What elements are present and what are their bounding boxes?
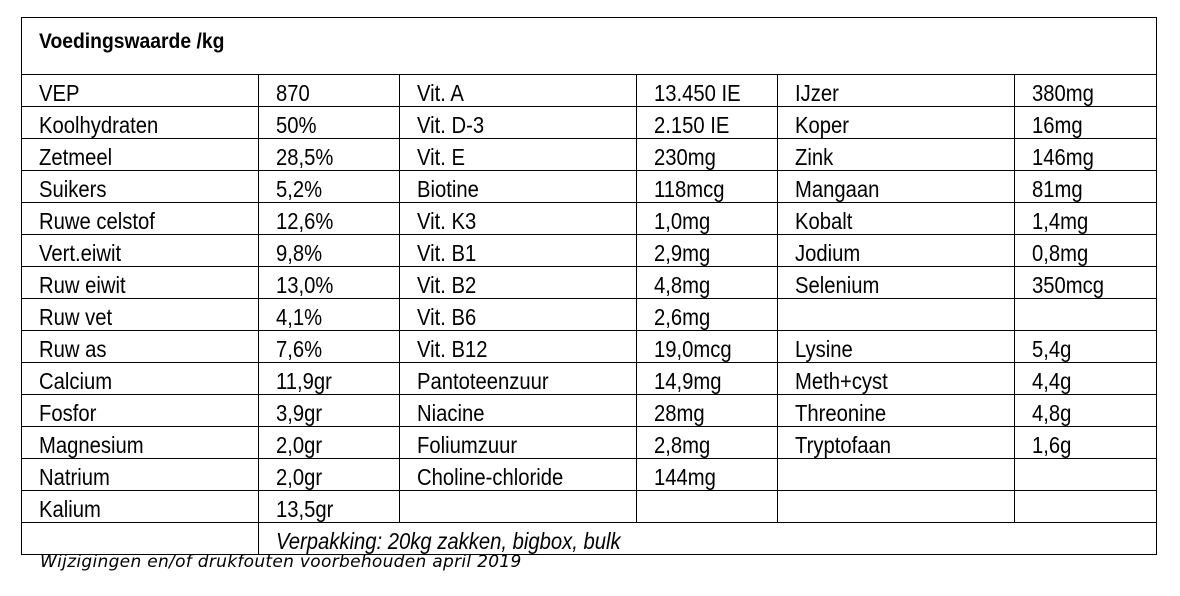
nutrient-value-cell — [259, 363, 400, 395]
nutrient-name-cell-text: Threonine — [795, 400, 887, 426]
nutrient-name-cell-text: Vit. A — [417, 80, 464, 106]
nutrient-value-cell-text: 11,9gr — [276, 368, 332, 394]
nutrient-name-cell-text: Vert.eiwit — [39, 240, 122, 266]
nutrient-name-cell — [778, 491, 1015, 523]
packaging-text: Verpakking: 20kg zakken, bigbox, bulk — [276, 528, 621, 554]
table-row — [22, 75, 1157, 107]
nutrient-name-cell-text: Kalium — [39, 496, 101, 522]
nutrient-name-cell-text: Tryptofaan — [795, 432, 892, 458]
nutrient-value-cell-text: 2,0gr — [276, 432, 323, 458]
nutrient-value-cell-text: 4,8mg — [654, 272, 711, 298]
nutrient-name-cell — [22, 427, 259, 459]
nutrient-name-cell — [778, 139, 1015, 171]
table-row — [22, 203, 1157, 235]
nutrient-value-cell-text: 2,9mg — [654, 240, 711, 266]
nutrient-name-cell-text: Magnesium — [39, 432, 144, 458]
nutrient-value-cell — [259, 427, 400, 459]
nutrient-value-cell — [637, 107, 778, 139]
title-row — [22, 18, 1157, 75]
nutrient-value-cell — [1015, 235, 1157, 267]
nutrient-value-cell-text: 118mcg — [654, 176, 725, 202]
nutrient-value-cell — [1015, 107, 1157, 139]
table-row — [22, 491, 1157, 523]
packaging-cell — [259, 523, 1157, 555]
nutrient-value-cell-text: 16mg — [1032, 112, 1083, 138]
empty-cell — [22, 523, 259, 555]
nutrient-name-cell — [400, 171, 637, 203]
nutrient-name-cell — [22, 107, 259, 139]
nutrient-value-cell — [259, 107, 400, 139]
nutrient-name-cell-text: Vit. B6 — [417, 304, 477, 330]
nutrient-name-cell — [400, 395, 637, 427]
nutrient-name-cell — [400, 107, 637, 139]
nutrient-value-cell — [1015, 491, 1157, 523]
nutrient-value-cell — [1015, 331, 1157, 363]
nutrient-value-cell — [1015, 427, 1157, 459]
nutrient-name-cell-text: Zetmeel — [39, 144, 113, 170]
nutrient-value-cell — [1015, 75, 1157, 107]
nutrient-value-cell — [637, 363, 778, 395]
nutrient-value-cell — [637, 235, 778, 267]
nutrient-name-cell — [22, 299, 259, 331]
table-row — [22, 395, 1157, 427]
nutrient-name-cell — [400, 299, 637, 331]
nutrient-value-cell-text: 4,8g — [1032, 400, 1072, 426]
nutrient-name-cell-text: Vit. B1 — [417, 240, 477, 266]
table-row — [22, 299, 1157, 331]
nutrient-name-cell-text: Foliumzuur — [417, 432, 518, 458]
nutrient-value-cell — [1015, 395, 1157, 427]
nutrient-value-cell-text: 81mg — [1032, 176, 1083, 202]
nutrient-value-cell — [637, 203, 778, 235]
nutrient-value-cell-text: 19,0mcg — [654, 336, 732, 362]
nutrient-value-cell — [637, 299, 778, 331]
nutrient-name-cell — [778, 427, 1015, 459]
nutrient-value-cell-text: 13,5gr — [276, 496, 334, 522]
nutrient-name-cell — [400, 139, 637, 171]
nutrient-value-cell-text: 4,1% — [276, 304, 323, 330]
nutrient-value-cell-text: 1,4mg — [1032, 208, 1089, 234]
nutrient-value-cell-text: 1,6g — [1032, 432, 1072, 458]
nutrient-name-cell — [400, 491, 637, 523]
nutrient-name-cell — [400, 203, 637, 235]
nutrient-value-cell-text: 1,0mg — [654, 208, 711, 234]
nutrient-value-cell-text: 0,8mg — [1032, 240, 1089, 266]
nutrient-name-cell — [22, 267, 259, 299]
table-row — [22, 459, 1157, 491]
nutrient-name-cell-text: Selenium — [795, 272, 880, 298]
nutrient-name-cell-text: Ruwe celstof — [39, 208, 155, 234]
nutrient-value-cell-text: 2,8mg — [654, 432, 711, 458]
nutrient-name-cell — [400, 459, 637, 491]
nutrient-name-cell-text: Vit. K3 — [417, 208, 477, 234]
nutrient-value-cell-text: 380mg — [1032, 80, 1094, 106]
nutrient-value-cell-text: 12,6% — [276, 208, 334, 234]
nutrient-name-cell — [778, 235, 1015, 267]
nutrient-name-cell-text: Vit. B2 — [417, 272, 477, 298]
nutrient-value-cell-text: 230mg — [654, 144, 716, 170]
nutrient-value-cell — [259, 395, 400, 427]
nutrient-name-cell — [778, 267, 1015, 299]
nutrient-name-cell-text: Choline-chloride — [417, 464, 564, 490]
nutrient-value-cell — [637, 171, 778, 203]
nutrient-value-cell — [259, 75, 400, 107]
nutrient-value-cell — [1015, 363, 1157, 395]
nutrient-value-cell-text: 2,0gr — [276, 464, 323, 490]
nutrient-value-cell-text: 28,5% — [276, 144, 334, 170]
nutrient-value-cell-text: 13.450 IE — [654, 80, 741, 106]
nutrient-value-cell — [259, 331, 400, 363]
nutrient-name-cell-text: Fosfor — [39, 400, 97, 426]
nutrient-name-cell-text: Niacine — [417, 400, 485, 426]
nutrient-name-cell — [22, 75, 259, 107]
nutrient-name-cell-text: Kobalt — [795, 208, 853, 234]
nutrient-value-cell-text: 2.150 IE — [654, 112, 730, 138]
nutrient-name-cell — [22, 139, 259, 171]
nutrient-value-cell-text: 144mg — [654, 464, 716, 490]
nutrient-name-cell — [778, 459, 1015, 491]
nutrient-name-cell-text: Vit. D-3 — [417, 112, 485, 138]
nutrient-value-cell-text: 350mcg — [1032, 272, 1105, 298]
nutrient-name-cell-text: Natrium — [39, 464, 110, 490]
table-title — [22, 18, 1157, 75]
nutrient-name-cell-text: Suikers — [39, 176, 107, 202]
nutrient-value-cell — [1015, 299, 1157, 331]
nutrient-value-cell — [637, 395, 778, 427]
nutrient-name-cell — [400, 363, 637, 395]
nutrient-name-cell-text: Koolhydraten — [39, 112, 159, 138]
nutrient-name-cell-text: Pantoteenzuur — [417, 368, 549, 394]
nutrient-value-cell — [259, 139, 400, 171]
nutrient-name-cell — [22, 459, 259, 491]
nutrient-value-cell-text: 28mg — [654, 400, 705, 426]
table-row — [22, 171, 1157, 203]
nutrient-value-cell — [1015, 459, 1157, 491]
table-row — [22, 235, 1157, 267]
nutrient-value-cell-text: 5,4g — [1032, 336, 1072, 362]
nutrient-value-cell-text: 50% — [276, 112, 317, 138]
nutrient-value-cell-text: 14,9mg — [654, 368, 722, 394]
nutrient-name-cell — [22, 395, 259, 427]
nutrient-value-cell — [259, 491, 400, 523]
nutrient-name-cell — [400, 331, 637, 363]
nutrient-value-cell-text: 4,4g — [1032, 368, 1072, 394]
nutrient-value-cell — [637, 75, 778, 107]
nutrient-value-cell-text: 13,0% — [276, 272, 334, 298]
nutrient-value-cell — [1015, 171, 1157, 203]
nutrient-name-cell — [778, 171, 1015, 203]
nutrient-value-cell — [259, 267, 400, 299]
nutrient-value-cell — [637, 459, 778, 491]
nutrient-value-cell — [637, 331, 778, 363]
nutrient-value-cell — [1015, 139, 1157, 171]
nutrient-name-cell — [778, 395, 1015, 427]
nutrient-value-cell — [259, 299, 400, 331]
nutrient-name-cell — [400, 235, 637, 267]
nutrient-value-cell-text: 146mg — [1032, 144, 1094, 170]
nutrient-name-cell — [22, 331, 259, 363]
footnote: Wijzigingen en/of drukfouten voorbehouden april 2019 — [40, 552, 522, 572]
nutrient-name-cell — [22, 235, 259, 267]
nutrient-name-cell — [22, 491, 259, 523]
packaging-row — [22, 523, 1157, 555]
table-row — [22, 427, 1157, 459]
nutrient-name-cell — [22, 171, 259, 203]
nutrient-value-cell-text: 3,9gr — [276, 400, 323, 426]
nutrient-name-cell-text: Koper — [795, 112, 850, 138]
nutrient-value-cell — [259, 171, 400, 203]
nutrient-name-cell — [778, 331, 1015, 363]
nutrient-name-cell — [778, 299, 1015, 331]
nutrient-value-cell — [1015, 203, 1157, 235]
nutrient-name-cell-text: Meth+cyst — [795, 368, 888, 394]
nutrient-name-cell-text: Lysine — [795, 336, 853, 362]
nutrient-name-cell-text: Mangaan — [795, 176, 880, 202]
nutrient-name-cell-text: Ruw as — [39, 336, 107, 362]
nutrient-name-cell-text: VEP — [39, 80, 80, 106]
table-row — [22, 331, 1157, 363]
nutrient-name-cell — [778, 75, 1015, 107]
nutrient-value-cell — [259, 203, 400, 235]
nutrition-table — [21, 17, 1157, 555]
nutrient-name-cell — [22, 203, 259, 235]
nutrient-value-cell-text: 7,6% — [276, 336, 323, 362]
nutrient-name-cell — [400, 427, 637, 459]
nutrient-name-cell — [778, 203, 1015, 235]
nutrient-value-cell — [259, 235, 400, 267]
nutrient-value-cell — [259, 459, 400, 491]
table-title-text: Voedingswaarde /kg — [39, 30, 225, 53]
nutrient-value-cell — [1015, 267, 1157, 299]
nutrient-name-cell — [22, 363, 259, 395]
nutrient-name-cell — [778, 107, 1015, 139]
nutrient-name-cell-text: Vit. E — [417, 144, 466, 170]
nutrient-name-cell-text: Vit. B12 — [417, 336, 488, 362]
nutrient-value-cell — [637, 427, 778, 459]
table-row — [22, 363, 1157, 395]
nutrient-value-cell-text: 870 — [276, 80, 310, 106]
nutrient-name-cell — [778, 363, 1015, 395]
nutrient-name-cell-text: Biotine — [417, 176, 479, 202]
nutrient-name-cell — [400, 267, 637, 299]
table-row — [22, 267, 1157, 299]
nutrient-value-cell-text: 5,2% — [276, 176, 323, 202]
nutrient-value-cell-text: 2,6mg — [654, 304, 711, 330]
nutrient-value-cell-text: 9,8% — [276, 240, 323, 266]
nutrient-name-cell-text: IJzer — [795, 80, 839, 106]
nutrient-name-cell-text: Ruw eiwit — [39, 272, 126, 298]
table-row — [22, 139, 1157, 171]
nutrient-name-cell-text: Jodium — [795, 240, 861, 266]
nutrient-name-cell — [400, 75, 637, 107]
nutrient-name-cell-text: Calcium — [39, 368, 113, 394]
nutrient-value-cell — [637, 139, 778, 171]
nutrient-name-cell-text: Ruw vet — [39, 304, 113, 330]
nutrient-name-cell-text: Zink — [795, 144, 834, 170]
nutrient-value-cell — [637, 267, 778, 299]
nutrient-value-cell — [637, 491, 778, 523]
table-row — [22, 107, 1157, 139]
